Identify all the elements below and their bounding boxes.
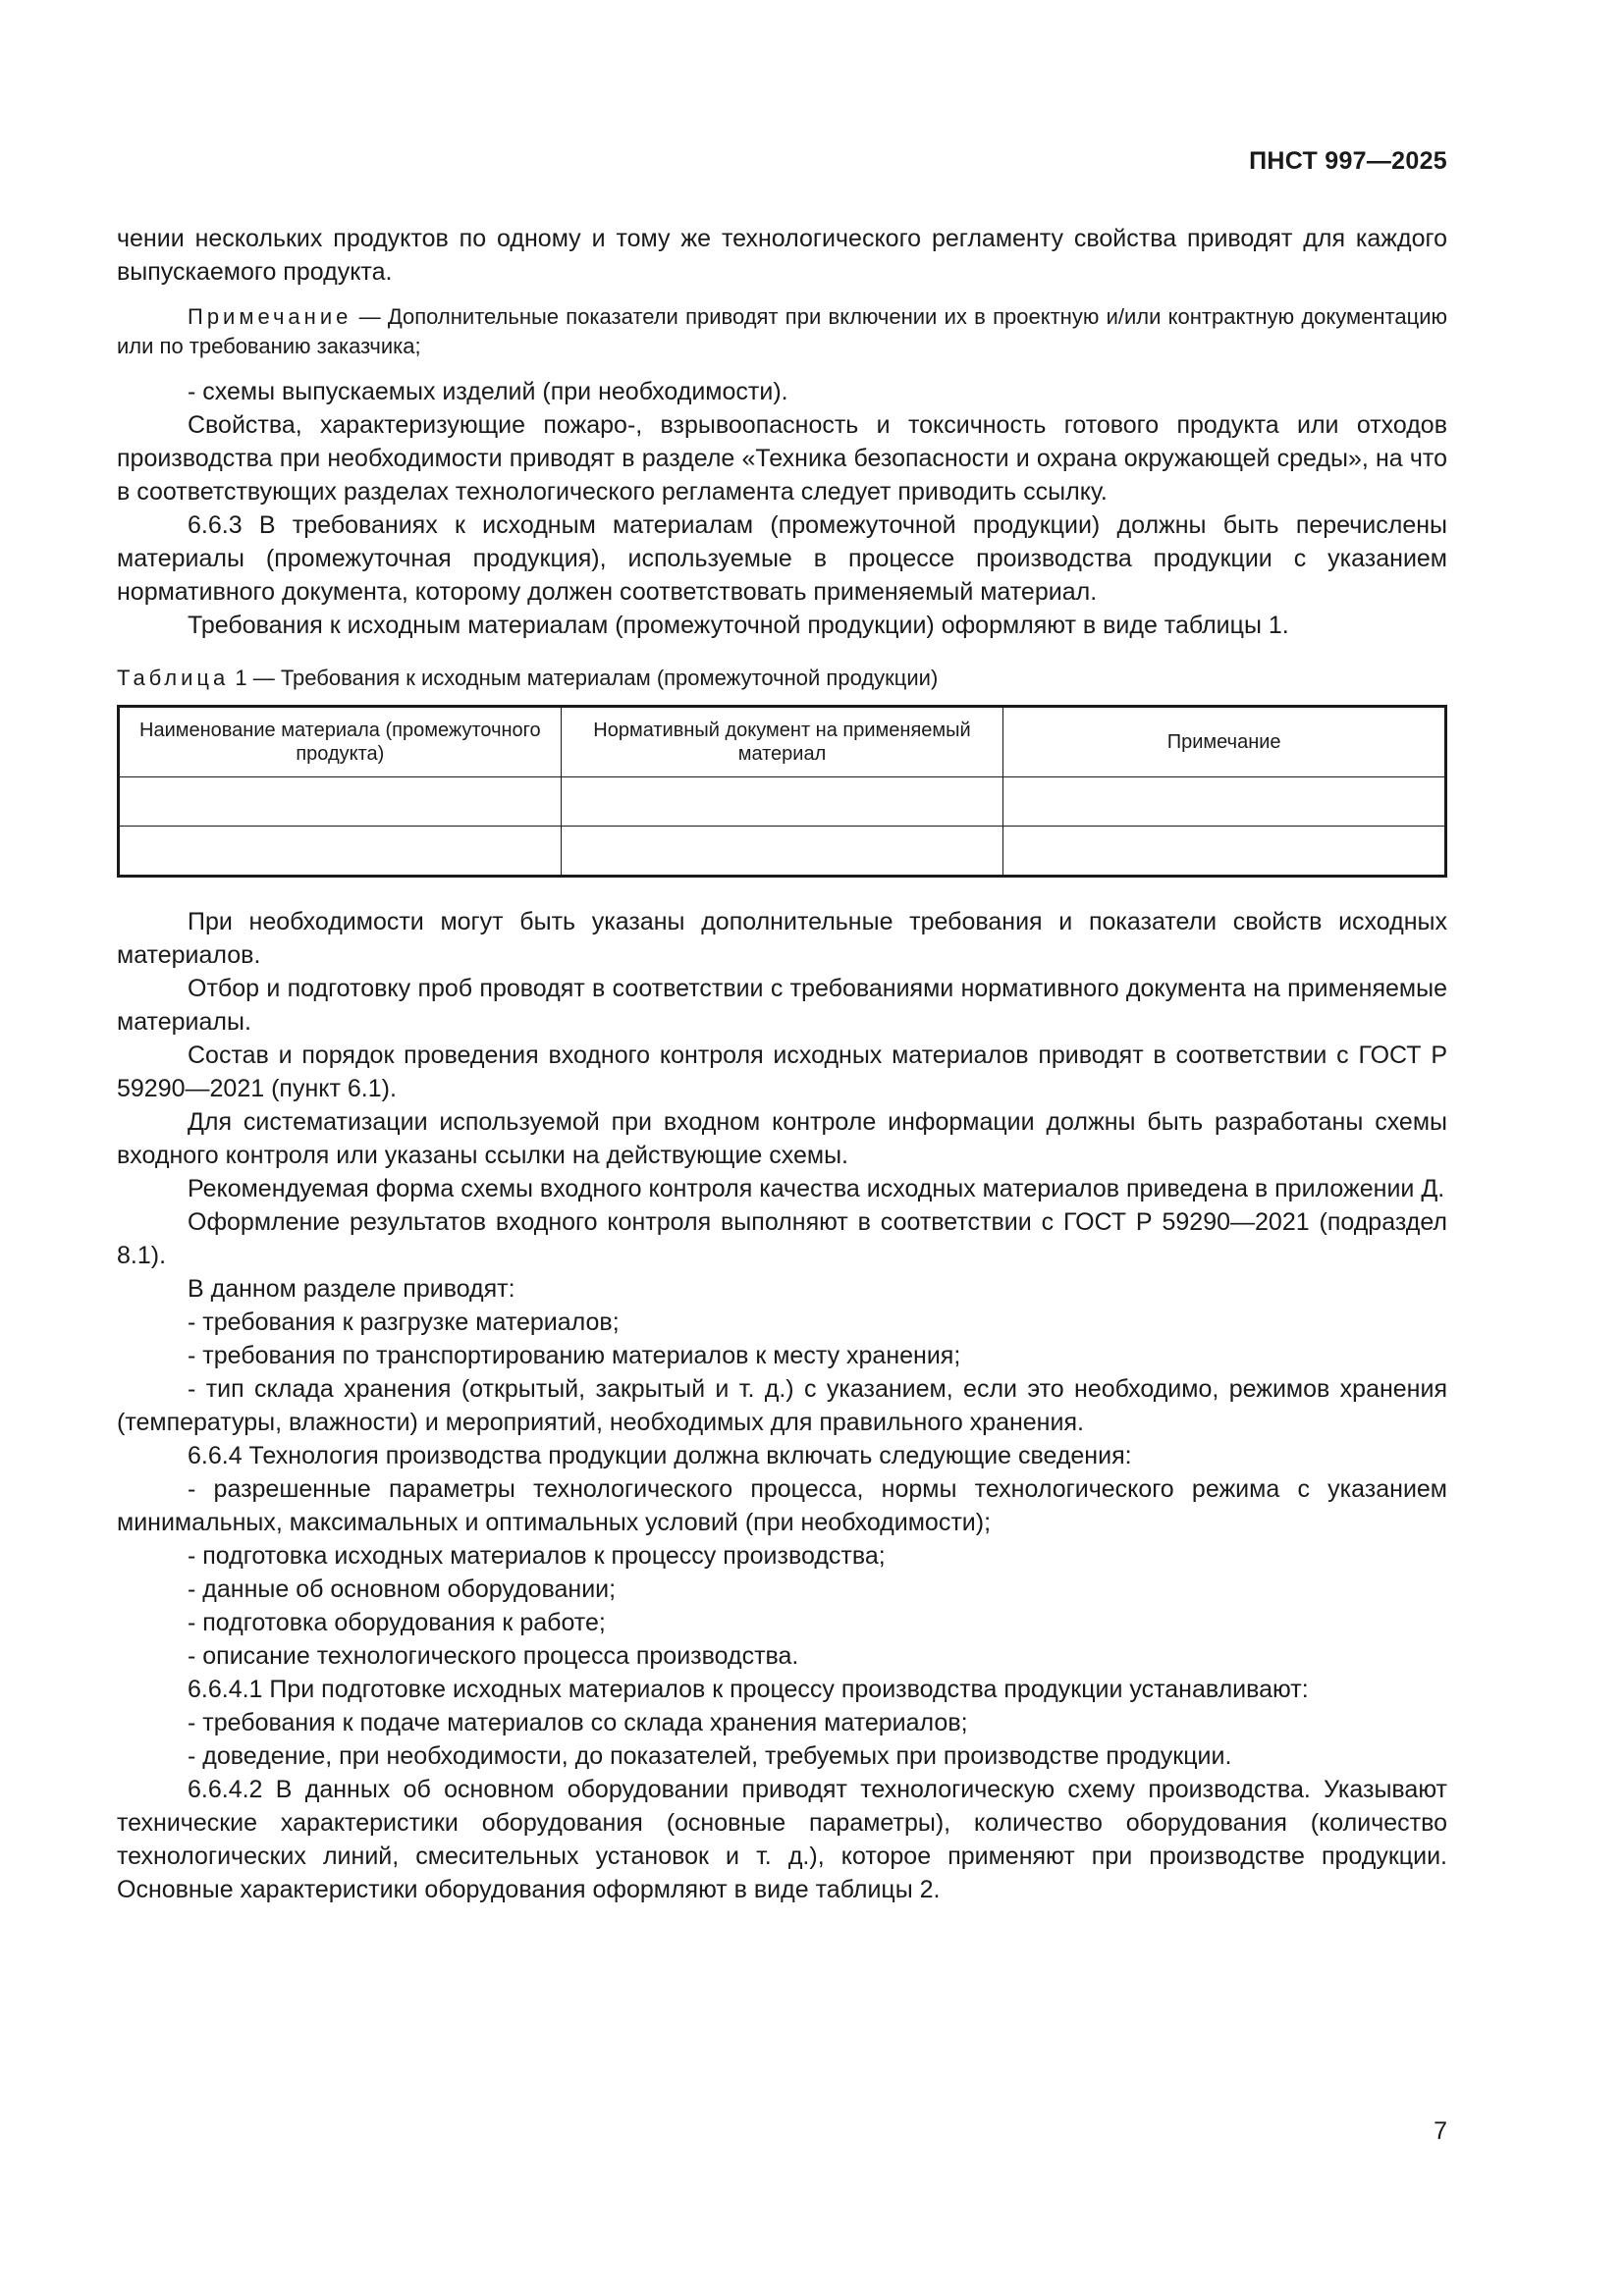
list-item: - тип склада хранения (открытый, закрытый и т. д.) с указанием, если это необходимо, режимов хранения (температуры, влажности) и мероприятий, необходимых для правильного хранения.: [117, 1375, 1447, 1436]
table-row: [119, 827, 1446, 877]
table-row: [119, 777, 1446, 827]
paragraph: 6.6.4.2 В данных об основном оборудовании приводят технологическую схему производства. Указывают технические характеристики оборудования (основные параметры), количество оборудования (количество технологических линий, смесительных установок и т. д.), которое применяют при производстве продукции. Основные характеристики оборудования оформляют в виде таблицы 2.: [117, 1776, 1447, 1903]
list-item: - требования по транспортированию материалов к месту хранения;: [188, 1342, 961, 1369]
paragraph: 6.6.4 Технология производства продукции должна включать следующие сведения:: [188, 1442, 1132, 1469]
list-item: - подготовка оборудования к работе;: [188, 1609, 606, 1636]
materials-table: [117, 705, 1447, 878]
paragraph: Свойства, характеризующие пожаро-, взрывоопасность и токсичность готового продукта или отходов производства при необходимости приводят в разделе «Техника безопасности и охрана окружающей среды», на что в соответствующих разделах технологического регламента следует приводить ссылку.: [117, 411, 1447, 506]
paragraph: - схемы выпускаемых изделий (при необходимости).: [188, 378, 788, 405]
paragraph: 6.6.4.1 При подготовке исходных материалов к процессу производства продукции устанавливают:: [188, 1676, 1309, 1703]
table-cell: [561, 827, 1003, 877]
table-header-row: [119, 707, 1446, 777]
paragraph: При необходимости могут быть указаны дополнительные требования и показатели свойств исходных материалов.: [117, 908, 1447, 969]
table-cell: [1003, 827, 1446, 877]
paragraph: Для систематизации используемой при входном контроле информации должны быть разработаны схемы входного контроля или указаны ссылки на действующие схемы.: [117, 1108, 1447, 1169]
paragraph: Отбор и подготовку проб проводят в соответствии с требованиями нормативного документа на применяемые материалы.: [117, 975, 1447, 1036]
document-header: ПНСТ 997—2025: [1249, 147, 1447, 175]
table-cell: [119, 777, 562, 827]
paragraph: Оформление результатов входного контроля выполняют в соответствии с ГОСТ Р 59290—2021 (подраздел 8.1).: [117, 1208, 1447, 1269]
table-cell: [119, 827, 562, 877]
page-number: 7: [1434, 2117, 1447, 2145]
note: [117, 302, 1447, 361]
list-item: - описание технологического процесса производства.: [188, 1642, 799, 1670]
list-item: - требования к подаче материалов со склада хранения материалов;: [188, 1709, 968, 1736]
column-header-normative-doc: Нормативный документ на применяемый материал: [561, 707, 1003, 777]
table-caption: [117, 662, 1447, 695]
note-label: Примечание: [188, 304, 352, 329]
table-cell: [561, 777, 1003, 827]
list-item: - требования к разгрузке материалов;: [188, 1308, 620, 1336]
paragraph: Рекомендуемая форма схемы входного контроля качества исходных материалов приведена в приложении Д.: [188, 1175, 1445, 1202]
paragraph: чении нескольких продуктов по одному и тому же технологического регламенту свойства приводят для каждого выпускаемого продукта.: [117, 225, 1447, 286]
table-caption-label: Таблица: [117, 666, 230, 690]
table-caption-text: 1 — Требования к исходным материалам (промежуточной продукции): [229, 666, 939, 690]
table-cell: [1003, 777, 1446, 827]
column-header-material: Наименование материала (промежуточного продукта): [119, 707, 562, 777]
note-text: — Дополнительные показатели приводят при включении их в проектную и/или контрактную документацию или по требованию заказчика;: [117, 304, 1447, 358]
document-body: [117, 222, 1447, 1906]
paragraph: Состав и порядок проведения входного контроля исходных материалов приводят в соответствии с ГОСТ Р 59290—2021 (пункт 6.1).: [117, 1041, 1447, 1102]
paragraph: В данном разделе приводят:: [188, 1275, 515, 1303]
paragraph: Требования к исходным материалам (промежуточной продукции) оформляют в виде таблицы 1.: [188, 612, 1289, 639]
list-item: - доведение, при необходимости, до показателей, требуемых при производстве продукции.: [188, 1742, 1232, 1770]
paragraph: 6.6.3 В требованиях к исходным материалам (промежуточной продукции) должны быть перечислены материалы (промежуточная продукция), используемые в процессе производства продукции с указанием нормативного документа, которому должен соответствовать применяемый материал.: [117, 511, 1447, 606]
list-item: - подготовка исходных материалов к процессу производства;: [188, 1542, 886, 1570]
column-header-note: Примечание: [1003, 707, 1446, 777]
list-item: - данные об основном оборудовании;: [188, 1575, 617, 1603]
list-item: - разрешенные параметры технологического процесса, нормы технологического режима с указанием минимальных, максимальных и оптимальных условий (при необходимости);: [117, 1475, 1447, 1536]
